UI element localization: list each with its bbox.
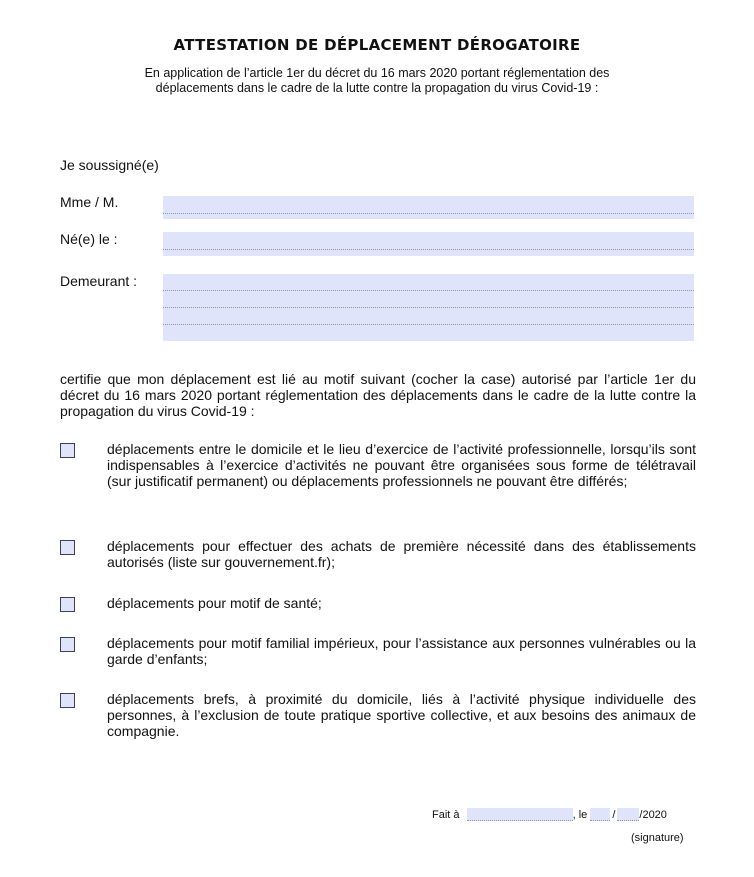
name-label: Mme / M. <box>60 194 119 210</box>
day-field[interactable] <box>590 808 610 821</box>
name-field[interactable] <box>163 196 694 219</box>
reason-checkbox[interactable] <box>60 637 75 652</box>
document-subtitle <box>90 66 664 96</box>
address-field[interactable] <box>163 274 694 341</box>
address-label: Demeurant : <box>60 273 138 289</box>
name-field-line <box>163 213 694 214</box>
address-field-line <box>163 290 694 291</box>
place-field[interactable] <box>467 808 573 821</box>
address-field-line <box>163 324 694 325</box>
reason-checkbox[interactable] <box>60 597 75 612</box>
reason-checkbox[interactable] <box>60 693 75 708</box>
fait-label: Fait à <box>432 809 460 821</box>
reason-checkbox[interactable] <box>60 443 75 458</box>
reason-text: déplacements entre le domicile et le lieu d’exercice de l’activité professionnelle, lorsqu’ils sont indispensables à l’exercice d’activités ne pouvant être organisées sous forme de télétravail (sur justificatif permanent) ou déplacements professionnels ne pouvant être différés; <box>107 441 696 489</box>
reason-text: déplacements pour effectuer des achats de première nécessité dans des établissements autorisés (liste sur gouvernement.fr); <box>107 538 696 570</box>
reason-text: déplacements pour motif familial impérieux, pour l’assistance aux personnes vulnérables ou la garde d’enfants; <box>107 635 696 667</box>
birth-field[interactable] <box>163 232 694 256</box>
signature-label: (signature) <box>631 832 684 844</box>
birth-field-line <box>163 249 694 250</box>
birth-label: Né(e) le : <box>60 231 118 247</box>
date-slash: / <box>612 809 616 821</box>
year-suffix: /2020 <box>639 809 667 821</box>
certify-text: certifie que mon déplacement est lié au motif suivant (cocher la case) autorisé par l’article 1er du décret du 16 mars 2020 portant réglementation des déplacements dans le cadre de la lutte contre la propagation du virus Covid-19 : <box>60 371 696 419</box>
date-le-label: , le <box>572 809 588 821</box>
subtitle-line-1: En application de l’article 1er du décret du 16 mars 2020 portant réglementation des <box>144 66 610 80</box>
subtitle-line-2: déplacements dans le cadre de la lutte contre la propagation du virus Covid-19 : <box>155 81 599 95</box>
document-title: ATTESTATION DE DÉPLACEMENT DÉROGATOIRE <box>173 36 581 54</box>
fait-line <box>432 808 667 821</box>
reason-checkbox[interactable] <box>60 540 75 555</box>
reason-text: déplacements pour motif de santé; <box>107 595 322 611</box>
intro-label: Je soussigné(e) <box>60 157 159 173</box>
address-field-line <box>163 307 694 308</box>
month-field[interactable] <box>617 808 639 821</box>
reason-text: déplacements brefs, à proximité du domicile, liés à l’activité physique individuelle des personnes, à l’exclusion de toute pratique sportive collective, et aux besoins des animaux de compagnie. <box>107 691 696 739</box>
